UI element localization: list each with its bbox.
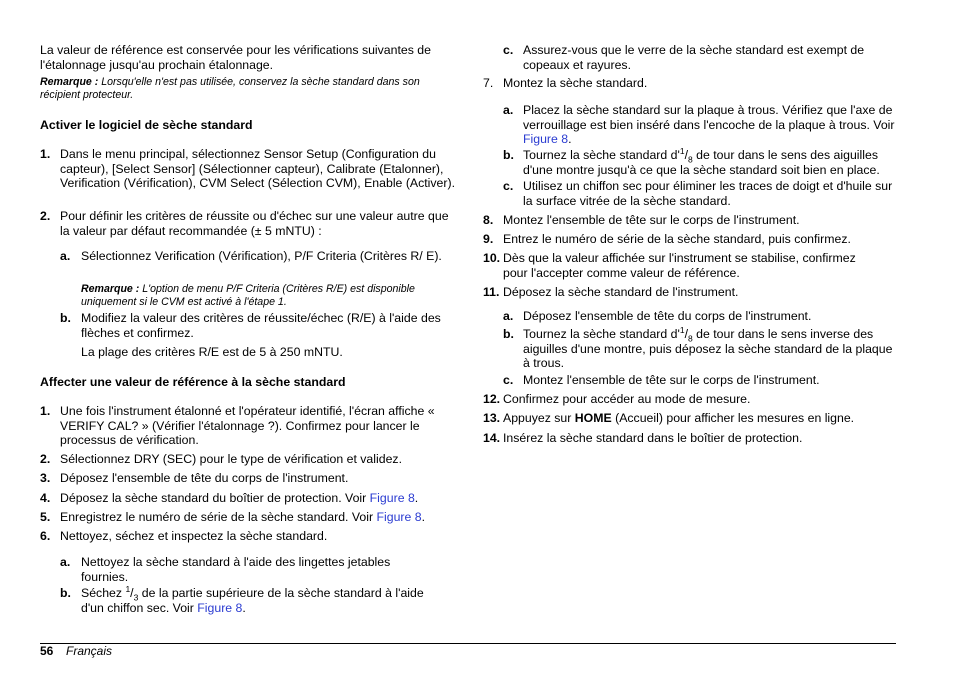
- note-label: Remarque :: [81, 283, 140, 295]
- intro-paragraph: La valeur de référence est conservée pour les vérifications suivantes de l'étalonnage jusqu'au prochain étalonnage.: [40, 43, 431, 72]
- step-text: Entrez le numéro de série de la sèche standard, puis confirmez.: [503, 232, 851, 246]
- substep-text: Montez l'ensemble de tête sur le corps de l'instrument.: [523, 373, 820, 387]
- step-number: 2.: [40, 452, 51, 466]
- step-number: 8.: [483, 213, 494, 227]
- step-number: 9.: [483, 232, 494, 246]
- heading-activate-software: Activer le logiciel de sèche standard: [40, 118, 253, 132]
- footer-divider: [40, 643, 896, 644]
- note-pf-criteria: [81, 283, 446, 309]
- step-number: 12.: [483, 392, 501, 406]
- step-text: Enregistrez le numéro de série de la sèche standard. Voir Figure 8.: [60, 510, 426, 524]
- substep-letter: c.: [503, 179, 514, 193]
- heading-assign-reference: Affecter une valeur de référence à la sèche standard: [40, 375, 346, 389]
- step-text-post: (Accueil) pour afficher les mesures en ligne.: [611, 411, 855, 425]
- step-text: Déposez la sèche standard du boîtier de protection. Voir Figure 8.: [60, 491, 419, 505]
- figure-link[interactable]: Figure 8: [523, 132, 569, 147]
- substep-text: Tournez la sèche standard $d'^1/_8$ de tour dans le sens inverse des aiguilles d'une montre, puis déposez la sèche standard de la plaque à trous.: [523, 324, 893, 371]
- substep-letter: a.: [60, 555, 71, 569]
- step-number: 14.: [483, 431, 501, 445]
- substep-text-post: de la partie supérieure de la sèche standard à l'aide d'un chiffon sec. Voir: [81, 586, 424, 615]
- step-text: Dans le menu principal, sélectionnez Sensor Setup (Configuration du capteur), [Select Sensor] (Sélectionner capteur), Calibrate (Etalonner), Verification (Vérification), CVM Select (Sélection CVM), Enable (Activer).: [60, 147, 456, 191]
- substep-letter: c.: [503, 43, 514, 57]
- step-text: Dès que la valeur affichée sur l'instrument se stabilise, confirmez pour l'accepter comme valeur de référence.: [503, 251, 856, 280]
- substep-letter: b.: [60, 311, 71, 325]
- criteria-range-text: La plage des critères R/E est de 5 à 250 mNTU.: [81, 345, 343, 359]
- substep-text: Modifiez la valeur des critères de réussite/échec (R/E) à l'aide des flèches et confirmez.: [81, 311, 441, 340]
- fraction-denominator: 8: [688, 333, 693, 344]
- note-text: Lorsqu'elle n'est pas utilisée, conservez la sèche standard dans son récipient protecteur.: [40, 76, 420, 101]
- substep-letter: a.: [503, 103, 514, 117]
- note-storage: [40, 76, 452, 102]
- step-number: 1.: [40, 147, 51, 161]
- substep-text: Tournez la sèche standard $d'^1/_8$ de tour dans le sens des aiguilles d'une montre jusqu'à ce que la sèche standard soit bien en place.: [523, 145, 880, 177]
- substep-text-pre: Tournez la sèche standard d': [523, 148, 680, 162]
- step-number: 2.: [40, 209, 51, 223]
- substep-letter: b.: [60, 586, 71, 600]
- substep-text-body: Placez la sèche standard sur la plaque à trous. Vérifiez que l'axe de verrouillage est bien inséré dans l'encoche de la plaque à trous. Voir: [523, 103, 895, 132]
- footer-language: Français: [66, 644, 113, 658]
- step-text-body: Enregistrez le numéro de série de la sèche standard. Voir: [60, 510, 377, 524]
- figure-link[interactable]: Figure 8: [197, 600, 243, 615]
- step-text: Montez l'ensemble de tête sur le corps de l'instrument.: [503, 213, 800, 227]
- step-text: Confirmez pour accéder au mode de mesure.: [503, 392, 751, 406]
- figure-link[interactable]: Figure 8: [369, 491, 415, 505]
- step-text: Déposez la sèche standard de l'instrument.: [503, 285, 739, 299]
- step-text: Pour définir les critères de réussite ou d'échec sur une valeur autre que la valeur par défaut recommandée (± 5 mNTU) :: [60, 209, 449, 238]
- note-text: L'option de menu P/F Criteria (Critères R/E) est disponible uniquement si le CVM est activé à l'étape 1.: [81, 283, 415, 308]
- substep-letter: b.: [503, 148, 514, 162]
- step-number: 1.: [40, 404, 51, 418]
- page-number: 56: [40, 644, 54, 658]
- substep-text-pre: Séchez: [81, 586, 126, 600]
- substep-letter: c.: [503, 373, 514, 387]
- step-number: 11.: [483, 285, 500, 299]
- step-number: 4.: [40, 491, 51, 505]
- fraction-numerator: 1: [679, 145, 685, 156]
- step-number: 13.: [483, 411, 501, 425]
- step-text: Sélectionnez DRY (SEC) pour le type de vérification et validez.: [60, 452, 402, 466]
- step-number: 10.: [483, 251, 501, 265]
- substep-text: Utilisez un chiffon sec pour éliminer les traces de doigt et d'huile sur la surface vitrée de la sèche standard.: [523, 179, 893, 208]
- substep-text-post: de tour dans le sens inverse des aiguilles d'une montre, puis déposez la sèche standard de la plaque à trous.: [523, 327, 893, 371]
- step-number: 6.: [40, 529, 51, 543]
- step-text: Déposez l'ensemble de tête du corps de l'instrument.: [60, 471, 349, 485]
- step-text-body: Déposez la sèche standard du boîtier de protection. Voir: [60, 491, 370, 505]
- substep-text: Nettoyez la sèche standard à l'aide des lingettes jetables fournies.: [81, 555, 391, 584]
- step-number: 7.: [483, 76, 494, 90]
- fraction-numerator: 1: [679, 324, 685, 335]
- substep-text: Séchez $^1/_3$ de la partie supérieure de la sèche standard à l'aide d'un chiffon sec. Voir Figure 8.: [81, 583, 424, 615]
- fraction-numerator: 1: [125, 583, 131, 594]
- step-text: Insérez la sèche standard dans le boîtier de protection.: [503, 431, 803, 445]
- substep-text: Déposez l'ensemble de tête du corps de l'instrument.: [523, 309, 812, 323]
- step-number: 3.: [40, 471, 51, 485]
- substep-letter: a.: [503, 309, 514, 323]
- substep-text: Sélectionnez Verification (Vérification), P/F Criteria (Critères R/ E).: [81, 249, 442, 263]
- substep-letter: a.: [60, 249, 71, 263]
- fraction-denominator: 3: [133, 592, 139, 603]
- step-text: [503, 411, 893, 426]
- substep-text-post: de tour dans le sens des aiguilles d'une montre jusqu'à ce que la sèche standard soit bien en place.: [523, 148, 880, 177]
- substep-letter: b.: [503, 327, 514, 341]
- step-number: 5.: [40, 510, 51, 524]
- fraction-denominator: 8: [688, 154, 693, 165]
- substep-text-pre: Tournez la sèche standard d': [523, 327, 680, 341]
- figure-link[interactable]: Figure 8: [376, 510, 422, 524]
- step-text-pre: Appuyez sur: [503, 411, 575, 425]
- step-text: Montez la sèche standard.: [503, 76, 648, 90]
- step-text: Nettoyez, séchez et inspectez la sèche standard.: [60, 529, 328, 543]
- step-text: Une fois l'instrument étalonné et l'opérateur identifié, l'écran affiche « VERIFY CAL? » (Vérifier l'étalonnage ?). Confirmez pour lancer le processus de vérification.: [60, 404, 435, 448]
- home-key-label: HOME: [574, 411, 612, 425]
- substep-text: Placez la sèche standard sur la plaque à trous. Vérifiez que l'axe de verrouillage est bien inséré dans l'encoche de la plaque à trous. Voir Figure 8.: [523, 103, 895, 147]
- substep-text: Assurez-vous que le verre de la sèche standard est exempt de copeaux et rayures.: [523, 43, 865, 72]
- note-label: Remarque :: [40, 76, 99, 88]
